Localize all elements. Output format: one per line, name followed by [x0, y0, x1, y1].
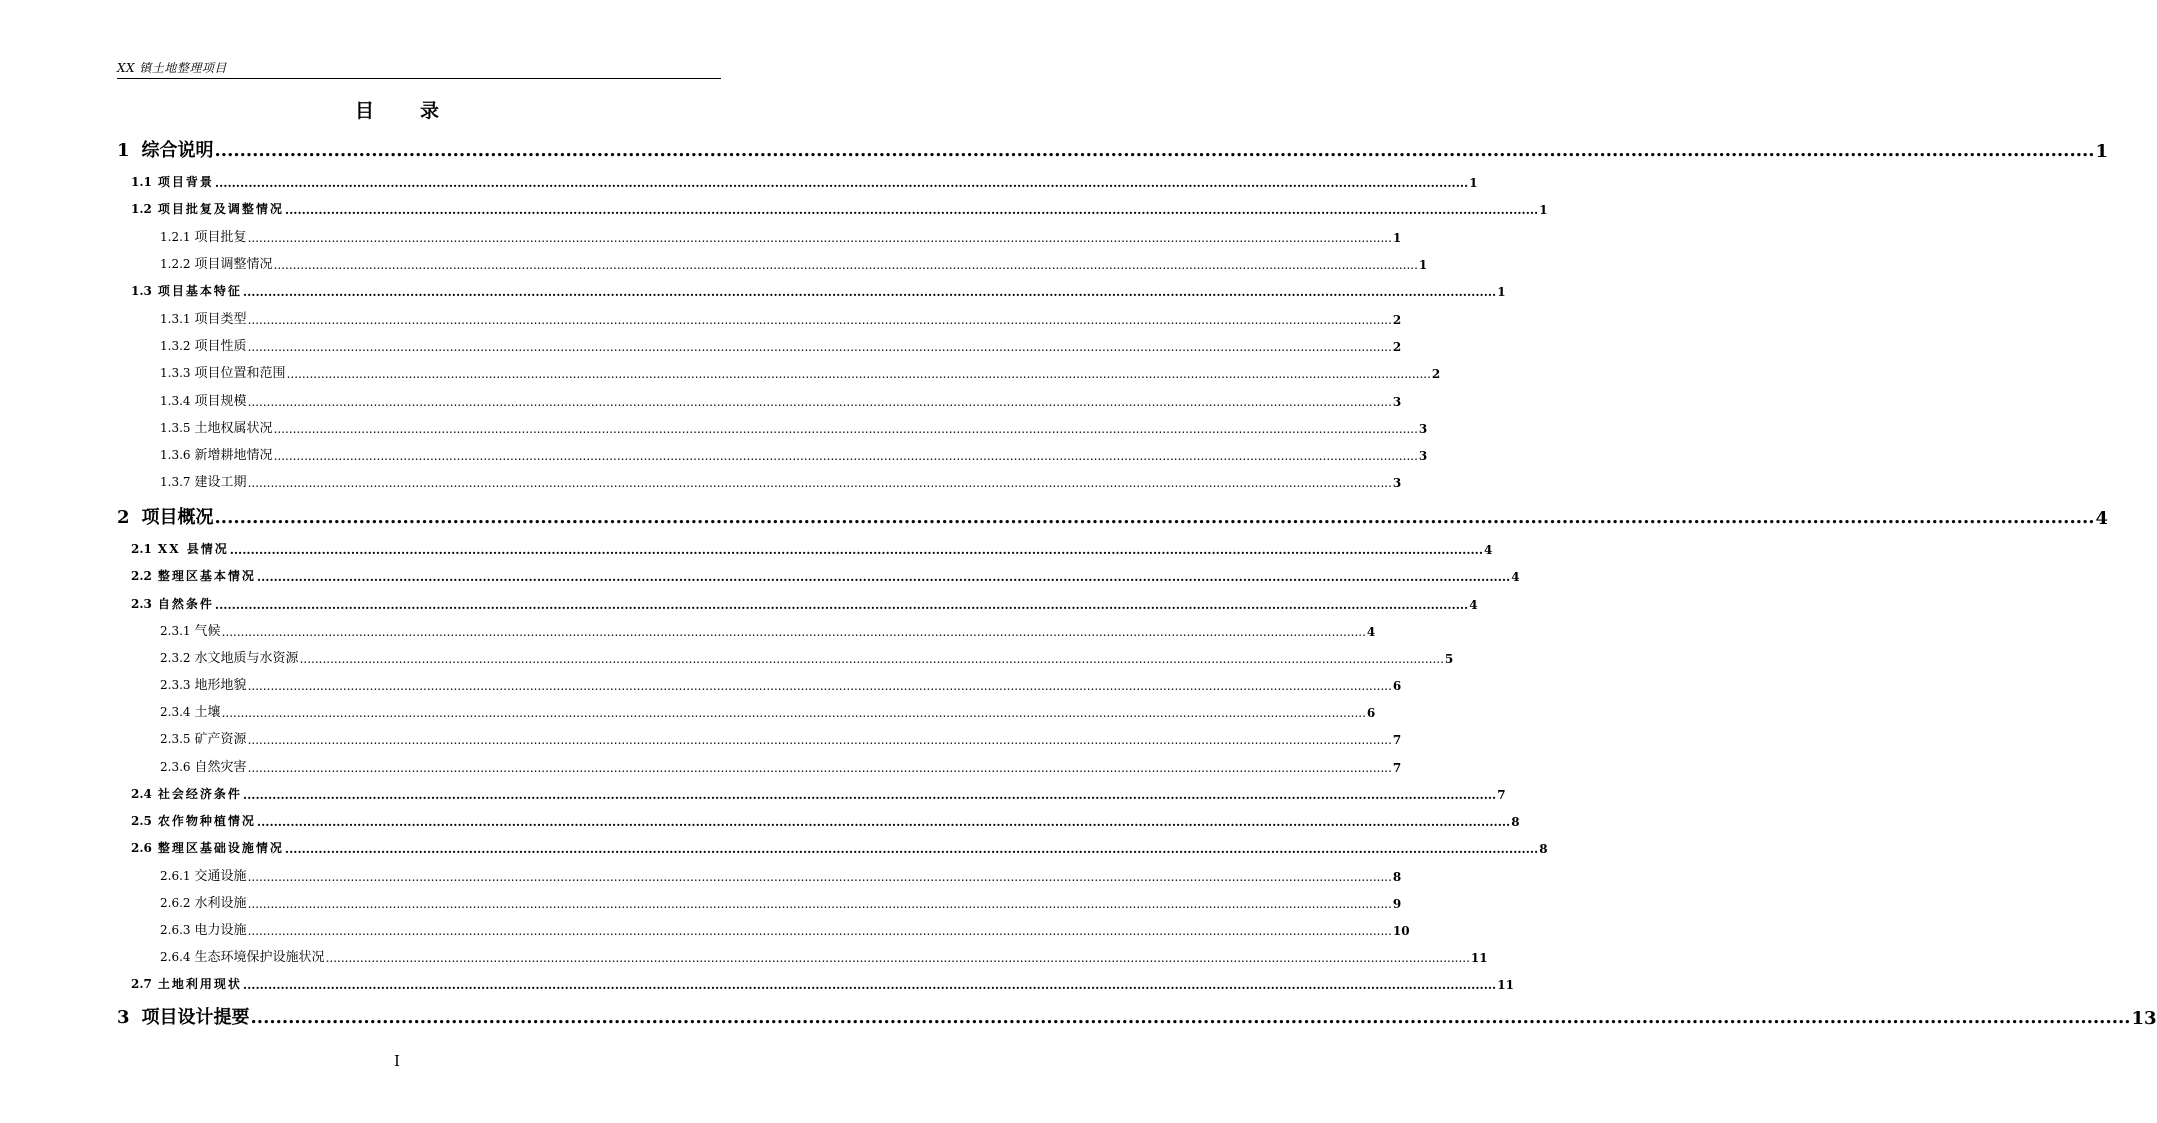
toc-entry-label — [160, 226, 247, 245]
toc-entry-number: 1.2.1 — [160, 230, 191, 244]
toc-entry-label — [131, 812, 256, 829]
toc-entry-label — [131, 567, 256, 584]
toc-entry[interactable] — [160, 920, 1410, 938]
toc-entry-page: 1 — [1392, 231, 1402, 245]
toc-entry-page: 6 — [1392, 679, 1402, 693]
toc-entry[interactable] — [160, 866, 1402, 884]
toc-entry-page: 8 — [1511, 815, 1520, 829]
toc-entry-title: 项目批复及调整情况 — [157, 202, 284, 216]
toc-entry-number: 2.3.2 — [160, 651, 191, 665]
toc-entry-label — [160, 444, 273, 463]
toc-entry-number: 2.3.1 — [160, 624, 191, 638]
toc-entry-label — [131, 975, 242, 992]
toc-leader-dots: ............................................................................................................................................................................................................................................................................................................ — [299, 652, 1444, 666]
toc-entry-number: 1.3.7 — [160, 475, 191, 489]
toc-entry-page: 11 — [1497, 978, 1514, 992]
toc-entry-number: 2.1 — [131, 542, 152, 556]
toc-entry-title: 项目性质 — [194, 339, 247, 354]
toc-entry-title: 水利设施 — [194, 896, 247, 911]
toc-entry-page: 4 — [1366, 625, 1376, 639]
toc-leader-dots: ............................................................................................................................................................................................................................................................................................................ — [214, 507, 2095, 528]
toc-leader-dots: ............................................................................................................................................................................................................................................................................................................ — [247, 761, 1392, 775]
toc-leader-dots: ............................................................................................................................................................................................................................................................................................................ — [247, 733, 1392, 747]
toc-entry-number: 2.2 — [131, 569, 152, 583]
toc-entry[interactable] — [117, 136, 2109, 162]
toc-entry-label — [160, 647, 299, 666]
toc-entry-label — [160, 335, 247, 354]
toc-entry-number: 2.7 — [131, 977, 152, 991]
toc-entry-label — [160, 674, 247, 693]
toc-entry[interactable] — [160, 254, 1428, 272]
toc-entry-title: 项目规模 — [194, 394, 247, 409]
toc-entry-label — [160, 362, 286, 381]
toc-entry-label — [117, 136, 214, 162]
toc-leader-dots: ............................................................................................................................................................................................................................................................................................................ — [247, 231, 1392, 245]
toc-entry[interactable] — [160, 227, 1402, 245]
toc-entry-number: 2.3.3 — [160, 678, 191, 692]
toc-leader-dots: ............................................................................................................................................................................................................................................................................................................ — [247, 340, 1392, 354]
toc-entry[interactable] — [131, 974, 1514, 992]
toc-entry-page: 4 — [1469, 598, 1478, 612]
toc-entry[interactable] — [160, 675, 1402, 693]
toc-entry-label — [160, 919, 247, 938]
toc-entry[interactable] — [131, 566, 1520, 584]
toc-entry-page: 1 — [1497, 285, 1506, 299]
toc-entry-page: 8 — [1392, 870, 1402, 884]
toc-entry-number: 2.3 — [131, 597, 152, 611]
toc-entry[interactable] — [131, 172, 1478, 190]
toc-entry-label — [160, 308, 247, 327]
toc-leader-dots: ............................................................................................................................................................................................................................................................................................................ — [214, 598, 1469, 612]
toc-entry[interactable] — [131, 199, 1548, 217]
toc-entry-title: 水文地质与水资源 — [194, 651, 299, 666]
toc-entry-title: 生态环境保护设施状况 — [194, 950, 325, 965]
toc-leader-dots: ............................................................................................................................................................................................................................................................................................................ — [247, 679, 1392, 693]
toc-entry-title: 地形地貌 — [194, 678, 247, 693]
toc-entry-page: 3 — [1392, 395, 1402, 409]
toc-entry-title: 项目类型 — [194, 312, 247, 327]
toc-entry-label — [160, 417, 273, 436]
toc-leader-dots: ............................................................................................................................................................................................................................................................................................................ — [247, 476, 1392, 490]
toc-entry[interactable] — [160, 702, 1376, 720]
toc-entry-label — [117, 503, 214, 529]
toc-entry-page: 7 — [1392, 733, 1402, 747]
toc-entry-page: 2 — [1392, 340, 1402, 354]
toc-entry[interactable] — [131, 838, 1548, 856]
toc-entry[interactable] — [117, 503, 2109, 529]
toc-entry-page: 3 — [1418, 449, 1428, 463]
toc-entry-title: 气候 — [194, 624, 221, 639]
toc-entry-number: 1.3 — [131, 284, 152, 298]
toc-entry[interactable] — [131, 594, 1478, 612]
toc-leader-dots: ............................................................................................................................................................................................................................................................................................................ — [247, 395, 1392, 409]
toc-entry-title: 社会经济条件 — [157, 787, 242, 801]
toc-leader-dots: ............................................................................................................................................................................................................................................................................................................ — [242, 285, 1497, 299]
toc-leader-dots: ............................................................................................................................................................................................................................................................................................................ — [273, 449, 1418, 463]
toc-entry-label — [131, 785, 242, 802]
toc-leader-dots: ............................................................................................................................................................................................................................................................................................................ — [256, 815, 1511, 829]
toc-entry[interactable] — [160, 418, 1428, 436]
toc-entry-title: 矿产资源 — [194, 732, 247, 747]
toc-leader-dots: ............................................................................................................................................................................................................................................................................................................ — [247, 313, 1392, 327]
toc-leader-dots: ............................................................................................................................................................................................................................................................................................................ — [284, 842, 1539, 856]
toc-entry[interactable] — [131, 539, 1493, 557]
toc-entry-title: 农作物种植情况 — [157, 814, 256, 828]
toc-entry-page: 3 — [1392, 476, 1402, 490]
toc-entry-number: 2 — [117, 507, 130, 528]
toc-entry-title: XX 县情况 — [157, 542, 229, 556]
toc-leader-dots: ............................................................................................................................................................................................................................................................................................................ — [247, 870, 1392, 884]
toc-entry-page: 10 — [1392, 924, 1410, 938]
toc-entry-title: 土壤 — [194, 705, 221, 720]
toc-entry-title: 建设工期 — [194, 475, 247, 490]
toc-entry-page: 3 — [1418, 422, 1428, 436]
toc-leader-dots: ............................................................................................................................................................................................................................................................................................................ — [325, 951, 1470, 965]
toc-entry-number: 2.6.1 — [160, 869, 191, 883]
toc-entry[interactable] — [131, 784, 1506, 802]
toc-entry[interactable] — [160, 445, 1428, 463]
toc-entry-page: 1 — [1418, 258, 1428, 272]
toc-entry-page: 6 — [1366, 706, 1376, 720]
toc-entry[interactable] — [160, 309, 1402, 327]
toc-entry-page: 4 — [1484, 543, 1493, 557]
toc-entry-label — [160, 701, 221, 720]
toc-entry-title: 项目批复 — [194, 230, 247, 245]
toc-entry[interactable] — [160, 336, 1402, 354]
toc-entry-title: 自然灾害 — [194, 760, 247, 775]
toc-entry-title: 新增耕地情况 — [194, 448, 273, 463]
toc-entry-page: 4 — [1511, 570, 1520, 584]
toc-leader-dots: ............................................................................................................................................................................................................................................................................................................ — [250, 1007, 2131, 1028]
toc-entry-title: 自然条件 — [157, 597, 214, 611]
toc-entry-label — [131, 173, 214, 190]
toc-entry-page: 7 — [1497, 788, 1506, 802]
toc-entry-label — [160, 620, 221, 639]
toc-entry-number: 1.3.1 — [160, 312, 191, 326]
toc-entry[interactable] — [160, 391, 1402, 409]
header-text: XX 镇土地整理项目 — [117, 61, 227, 75]
toc-entry-number: 2.6.2 — [160, 896, 191, 910]
toc-entry-number: 1.3.2 — [160, 339, 191, 353]
toc-entry-title: 土地利用现状 — [157, 977, 242, 991]
toc-entry-label — [131, 282, 242, 299]
toc-entry-number: 2.4 — [131, 787, 152, 801]
toc-entry-number: 1.2.2 — [160, 257, 191, 271]
toc-leader-dots: ............................................................................................................................................................................................................................................................................................................ — [256, 570, 1511, 584]
toc-entry-page: 11 — [1470, 951, 1488, 965]
toc-entry[interactable] — [160, 757, 1402, 775]
toc-entry-title: 项目调整情况 — [194, 257, 273, 272]
toc-entry[interactable] — [160, 363, 1441, 381]
toc-entry-number: 2.3.4 — [160, 705, 191, 719]
toc-entry-page: 1 — [2095, 141, 2109, 162]
toc-entry-label — [160, 946, 325, 965]
toc-entry-title: 项目设计提要 — [141, 1007, 250, 1028]
toc-leader-dots: ............................................................................................................................................................................................................................................................................................................ — [229, 543, 1484, 557]
toc-entry[interactable] — [160, 893, 1402, 911]
toc-entry-label — [160, 865, 247, 884]
toc-entry-title: 土地权属状况 — [194, 421, 273, 436]
toc-entry-page: 7 — [1392, 761, 1402, 775]
toc-leader-dots: ............................................................................................................................................................................................................................................................................................................ — [273, 258, 1418, 272]
toc-entry[interactable] — [131, 811, 1520, 829]
toc-entry-number: 2.3.5 — [160, 732, 191, 746]
toc-entry-number: 2.5 — [131, 814, 152, 828]
toc-entry-label — [160, 471, 247, 490]
toc-leader-dots: ............................................................................................................................................................................................................................................................................................................ — [221, 625, 1366, 639]
toc-entry-label — [160, 756, 247, 775]
toc-leader-dots: ............................................................................................................................................................................................................................................................................................................ — [242, 978, 1497, 992]
toc-entry-title: 整理区基础设施情况 — [157, 841, 284, 855]
toc-entry[interactable] — [160, 472, 1402, 490]
toc-leader-dots: ............................................................................................................................................................................................................................................................................................................ — [247, 924, 1392, 938]
toc-entry-number: 2.3.6 — [160, 760, 191, 774]
toc-entry-title: 项目背景 — [157, 175, 214, 189]
toc-entry-number: 2.6.4 — [160, 950, 191, 964]
toc-leader-dots: ............................................................................................................................................................................................................................................................................................................ — [242, 788, 1497, 802]
toc-entry-number: 1.1 — [131, 175, 152, 189]
toc-entry[interactable] — [160, 947, 1488, 965]
toc-entry-title: 综合说明 — [141, 140, 214, 161]
toc-leader-dots: ............................................................................................................................................................................................................................................................................................................ — [214, 140, 2095, 161]
toc-entry-number: 3 — [117, 1007, 130, 1028]
toc-entry-number: 1.3.5 — [160, 421, 191, 435]
toc-entry-number: 2.6.3 — [160, 923, 191, 937]
toc-entry-label — [131, 200, 284, 217]
toc-entry-number: 1.3.4 — [160, 394, 191, 408]
toc-entry-label — [160, 728, 247, 747]
toc-entry-label — [131, 839, 284, 856]
toc-entry-page: 2 — [1392, 313, 1402, 327]
toc-leader-dots: ............................................................................................................................................................................................................................................................................................................ — [273, 422, 1418, 436]
toc-entry-number: 1.3.3 — [160, 366, 191, 380]
toc-entry-label — [160, 390, 247, 409]
toc-leader-dots: ............................................................................................................................................................................................................................................................................................................ — [221, 706, 1366, 720]
toc-entry-page: 1 — [1539, 203, 1548, 217]
toc-leader-dots: ............................................................................................................................................................................................................................................................................................................ — [284, 203, 1539, 217]
toc-entry-label — [131, 595, 214, 612]
toc-entry[interactable] — [160, 648, 1454, 666]
toc-entry[interactable] — [160, 729, 1402, 747]
toc-entry-number: 1.2 — [131, 202, 152, 216]
toc-entry-title: 电力设施 — [194, 923, 247, 938]
toc-entry-title: 项目位置和范围 — [194, 366, 286, 381]
page-number: I — [394, 1052, 400, 1070]
toc-entry-page: 8 — [1539, 842, 1548, 856]
toc-entry-page: 5 — [1444, 652, 1454, 666]
toc-leader-dots: ............................................................................................................................................................................................................................................................................................................ — [214, 176, 1469, 190]
toc-entry[interactable] — [160, 621, 1376, 639]
toc-entry-title: 整理区基本情况 — [157, 569, 256, 583]
toc-entry-title: 项目概况 — [141, 507, 214, 528]
toc-leader-dots: ............................................................................................................................................................................................................................................................................................................ — [247, 897, 1392, 911]
page-title: 目录 — [354, 100, 485, 122]
toc-entry-page: 2 — [1431, 367, 1441, 381]
toc-leader-dots: ............................................................................................................................................................................................................................................................................................................ — [286, 367, 1431, 381]
toc-entry-page: 1 — [1469, 176, 1478, 190]
toc-entry-page: 13 — [2131, 1008, 2157, 1029]
toc-entry-title: 交通设施 — [194, 869, 247, 884]
toc-entry-page: 4 — [2095, 508, 2109, 529]
toc-entry-page: 9 — [1392, 897, 1402, 911]
toc-entry-label — [160, 253, 273, 272]
toc-entry-number: 1 — [117, 140, 130, 161]
toc-entry-label — [160, 892, 247, 911]
toc-entry-number: 1.3.6 — [160, 448, 191, 462]
toc-entry[interactable] — [117, 1003, 2157, 1029]
toc-entry-title: 项目基本特征 — [157, 284, 242, 298]
toc-entry-number: 2.6 — [131, 841, 152, 855]
toc-entry-label — [117, 1003, 250, 1029]
toc-entry[interactable] — [131, 281, 1506, 299]
toc-entry-label — [131, 540, 229, 557]
